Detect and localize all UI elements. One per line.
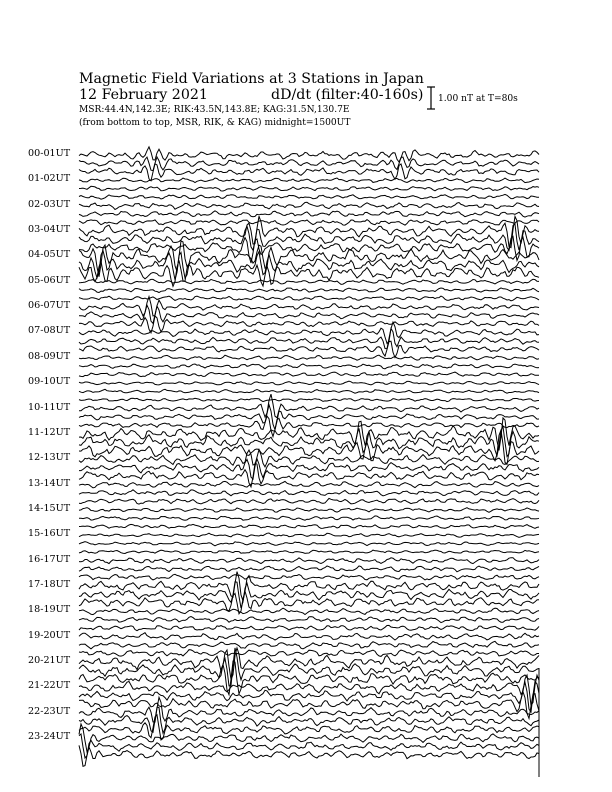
trace-rik	[79, 617, 539, 623]
trace-msr	[79, 524, 539, 528]
trace-kag	[79, 508, 539, 513]
trace-kag	[79, 202, 539, 209]
station-traces	[79, 147, 539, 766]
trace-kag	[79, 608, 539, 614]
trace-msr	[79, 498, 539, 504]
trace-rik	[79, 542, 539, 546]
hour-label: 17-18UT	[28, 578, 71, 590]
trace-msr	[79, 341, 539, 357]
scale-bar-label: 1.00 nT at T=80s	[438, 94, 518, 104]
trace-rik	[79, 288, 539, 293]
stations-info: MSR:44.4N,142.3E; RIK:43.5N,143.8E; KAG:31.5N,130.7E	[79, 105, 350, 115]
hour-label: 04-05UT	[28, 249, 71, 261]
hour-label: 07-08UT	[28, 325, 71, 337]
hour-label: 14-15UT	[28, 502, 71, 514]
hour-label: 23-24UT	[28, 731, 71, 743]
trace-kag	[79, 394, 539, 418]
hour-label: 11-12UT	[28, 426, 71, 438]
trace-kag	[79, 279, 539, 284]
trace-rik	[79, 186, 539, 191]
chart-title: Magnetic Field Variations at 3 Stations in Japan	[79, 71, 424, 87]
trace-rik	[79, 516, 539, 520]
hour-label: 18-19UT	[28, 604, 71, 616]
trace-rik	[79, 682, 539, 713]
trace-kag	[79, 418, 539, 451]
trace-msr	[79, 650, 539, 657]
hour-label: 05-06UT	[28, 274, 71, 286]
hour-label: 20-21UT	[28, 655, 71, 666]
trace-rik	[79, 364, 539, 369]
chart-date: 12 February 2021	[79, 87, 208, 103]
hour-label: 16-17UT	[28, 553, 71, 565]
hour-label: 01-02UT	[28, 173, 71, 185]
hour-label: 00-01UT	[28, 148, 71, 159]
hour-label: 02-03UT	[28, 198, 71, 210]
hour-label: 08-09UT	[28, 350, 71, 362]
trace-kag	[79, 697, 539, 722]
hour-label: 22-23UT	[28, 705, 71, 717]
trace-msr	[79, 550, 539, 553]
trace-kag	[79, 241, 539, 277]
trace-rik	[79, 251, 539, 280]
hour-label: 06-07UT	[28, 300, 71, 312]
hour-label: 03-04UT	[28, 224, 71, 236]
trace-rik	[79, 459, 539, 479]
hour-label: 15-16UT	[28, 528, 71, 540]
trace-rik	[79, 641, 539, 649]
trace-rik	[79, 566, 539, 572]
trace-rik	[79, 224, 539, 250]
hour-label: 10-11UT	[28, 401, 71, 413]
trace-msr	[79, 398, 539, 401]
scale-bar	[427, 87, 435, 109]
hour-label: 12-13UT	[28, 452, 71, 464]
trace-kag	[79, 450, 539, 467]
trace-kag	[79, 381, 539, 385]
trace-msr	[79, 316, 539, 333]
trace-kag	[79, 648, 539, 680]
trace-kag	[79, 481, 539, 487]
trace-kag	[79, 355, 539, 360]
hour-label: 09-10UT	[28, 376, 71, 388]
hour-label: 21-22UT	[28, 680, 71, 692]
trace-kag	[79, 533, 539, 537]
chart-quantity: dD/dt (filter:40-160s)	[271, 87, 424, 103]
trace-rik	[79, 490, 539, 496]
trace-msr	[79, 625, 539, 630]
trace-rik	[79, 157, 539, 171]
trace-kag	[79, 558, 539, 564]
trace-msr	[79, 372, 539, 377]
hour-label: 19-20UT	[28, 629, 71, 641]
trace-rik	[79, 211, 539, 217]
trace-rik	[79, 389, 539, 393]
hour-label: 13-14UT	[28, 477, 71, 489]
station-order-info: (from bottom to top, MSR, RIK, & KAG) midnight=1500UT	[79, 118, 351, 128]
trace-msr	[79, 194, 539, 199]
trace-msr	[79, 220, 539, 226]
trace-kag	[79, 178, 539, 183]
trace-msr	[79, 164, 539, 181]
trace-kag	[79, 633, 539, 640]
trace-msr	[79, 574, 539, 580]
trace-msr	[79, 745, 539, 766]
